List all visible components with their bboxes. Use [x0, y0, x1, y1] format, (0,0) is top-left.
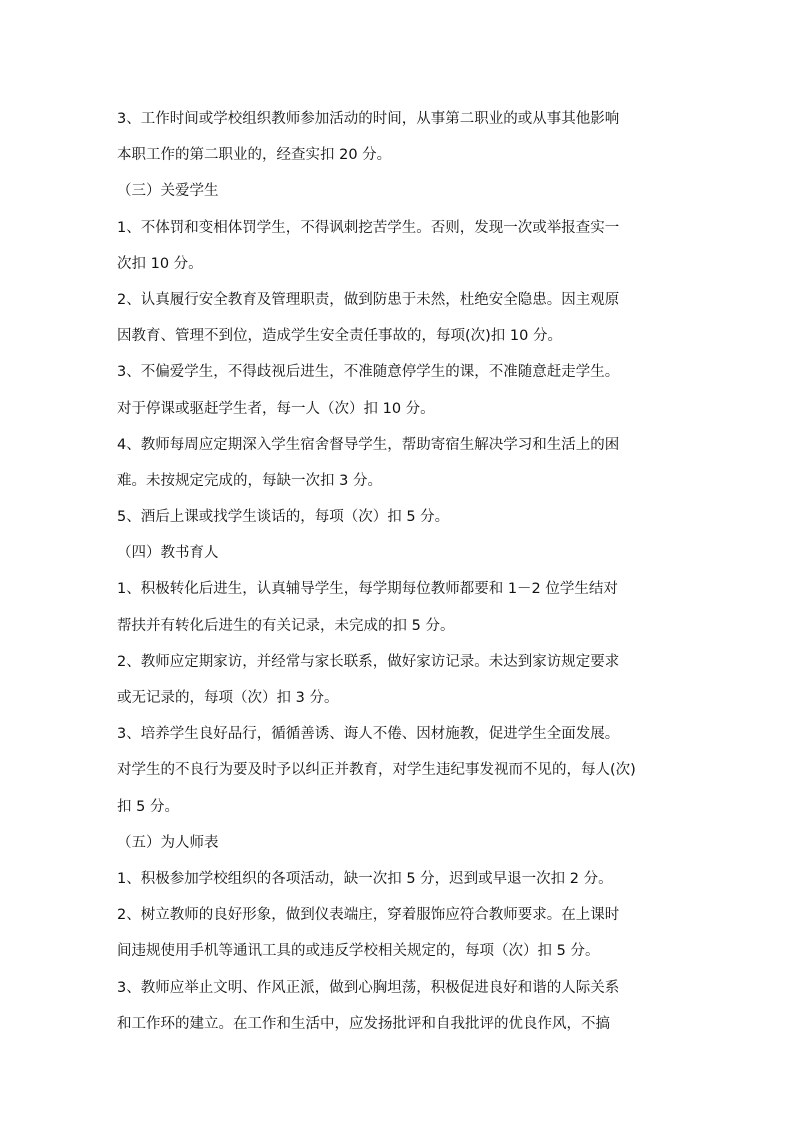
paragraph-line: 2、认真履行安全教育及管理职责，做到防患于未然，杜绝安全隐患。因主观原 — [117, 291, 620, 308]
paragraph-line: 3、培养学生良好品行，循循善诱、诲人不倦、因材施教，促进学生全面发展。 — [117, 726, 620, 743]
paragraph-line: 1、积极转化后进生，认真辅导学生，每学期每位教师都要和 1－2 位学生结对 — [117, 581, 618, 598]
document-body — [117, 101, 677, 1042]
paragraph-line: 和工作环的建立。在工作和生活中，应发扬批评和自我批评的优良作风，不搞 — [117, 1015, 610, 1032]
paragraph-line: 5、酒后上课或找学生谈话的，每项（次）扣 5 分。 — [117, 509, 450, 526]
paragraph-line: 次扣 10 分。 — [117, 255, 203, 272]
paragraph-line: 扣 5 分。 — [117, 798, 179, 815]
section-heading: （五）为人师表 — [117, 834, 219, 851]
paragraph-line: 3、工作时间或学校组织教师参加活动的时间，从事第二职业的或从事其他影响 — [117, 111, 620, 127]
section-heading: （三）关爱学生 — [117, 183, 219, 200]
paragraph-line: 2、教师应定期家访，并经常与家长联系，做好家访记录。未达到家访规定要求 — [117, 653, 620, 670]
paragraph-line: 1、不体罚和变相体罚学生，不得讽刺挖苦学生。否则，发现一次或举报查实一 — [117, 219, 620, 236]
paragraph-line: 3、不偏爱学生，不得歧视后进生，不准随意停学生的课，不准随意赶走学生。 — [117, 364, 620, 381]
paragraph-line: 或无记录的，每项（次）扣 3 分。 — [117, 690, 339, 706]
paragraph-line: 3、教师应举止文明、作风正派，做到心胸坦荡，积极促进良好和谐的人际关系 — [117, 979, 620, 996]
paragraph-line: 1、积极参加学校组织的各项活动，缺一次扣 5 分，迟到或早退一次扣 2 分。 — [117, 870, 613, 887]
paragraph-line: 帮扶并有转化后进生的有关记录，未完成的扣 5 分。 — [117, 617, 455, 634]
paragraph-line: 2、树立教师的良好形象，做到仪表端庄，穿着服饰应符合教师要求。在上课时 — [117, 907, 620, 924]
paragraph-line: 因教育、管理不到位，造成学生安全责任事故的，每项(次)扣 10 分。 — [117, 328, 562, 345]
paragraph-line: 本职工作的第二职业的，经查实扣 20 分。 — [117, 147, 392, 164]
paragraph-line: 间违规使用手机等通讯工具的或违反学校相关规定的，每项（次）扣 5 分。 — [117, 943, 600, 960]
section-heading: （四）教书育人 — [117, 545, 219, 562]
paragraph-line: 难。未按规定完成的，每缺一次扣 3 分。 — [117, 472, 382, 489]
paragraph-line: 对于停课或驱赶学生者，每一人（次）扣 10 分。 — [117, 400, 435, 417]
paragraph-line: 4、教师每周应定期深入学生宿舍督导学生，帮助寄宿生解决学习和生活上的困 — [117, 436, 620, 453]
paragraph-line: 对学生的不良行为要及时予以纠正并教育，对学生违纪事发视而不见的，每人(次) — [117, 762, 636, 779]
